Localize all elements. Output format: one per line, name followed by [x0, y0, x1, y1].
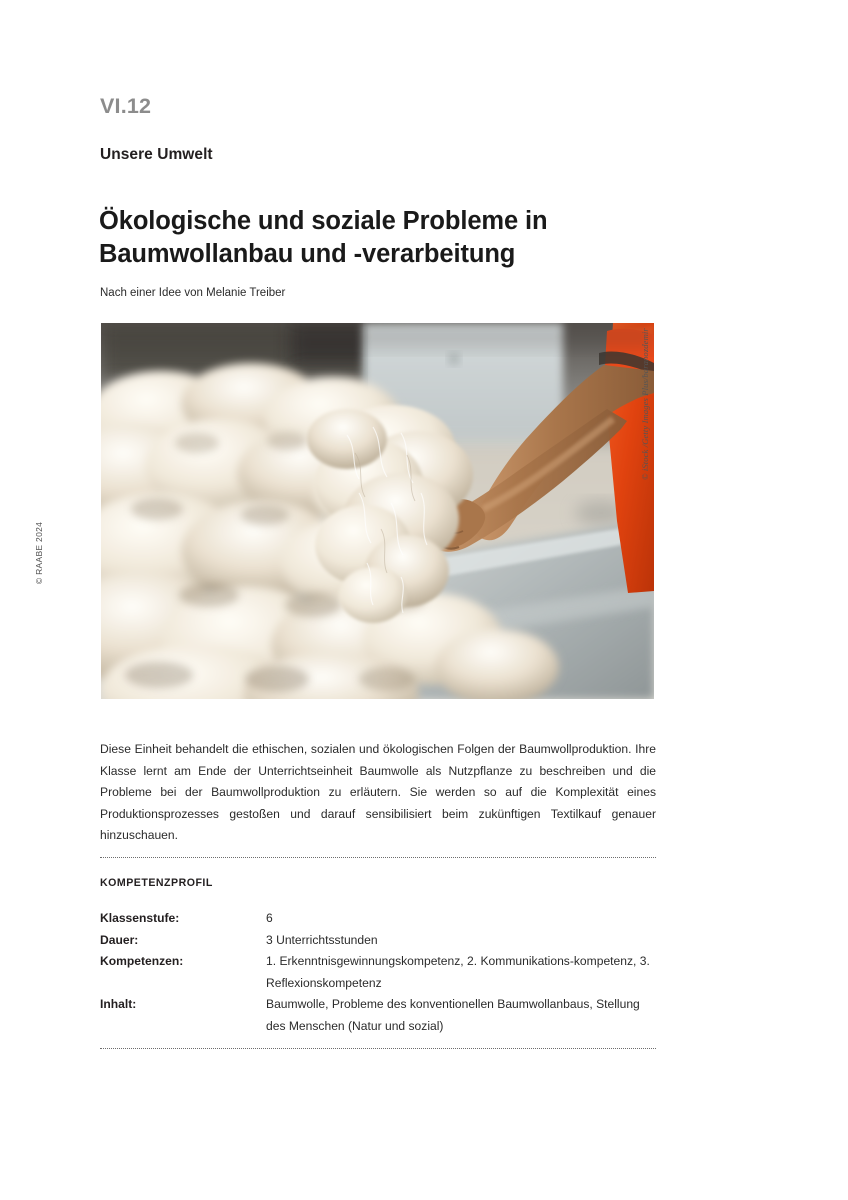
- byline: Nach einer Idee von Melanie Treiber: [100, 287, 286, 299]
- chapter-code: VI.12: [100, 94, 152, 118]
- row-value: 1. Erkenntnisgewinnungskompetenz, 2. Kommunikations-kompetenz, 3. Reflexionskompetenz: [266, 954, 650, 990]
- cotton-photo-illustration: [101, 323, 654, 699]
- series-title: Unsere Umwelt: [100, 146, 213, 163]
- table-row: [100, 908, 660, 930]
- intro-paragraph: Diese Einheit behandelt die ethischen, sozialen und ökologischen Folgen der Baumwollproduktion. Ihre Klasse lernt am Ende der Unterrichtseinheit Baumwolle als Nutzpflanze zu beschreiben und die Probleme bei der Baumwollproduktion zu erläutern. Sie werden so auf die Komplexität eines Produktionsprozesses gestoßen und darauf sensibilisiert beim zukünftigen Textilkauf genauer hinzuschauen.: [100, 742, 656, 843]
- kompetenzprofil-table: [100, 908, 660, 1037]
- row-label: Kompetenzen:: [100, 954, 184, 968]
- kompetenzprofil-heading: KOMPETENZPROFIL: [100, 877, 213, 889]
- photo-credit: © iStock /Getty Images Plus/baranozdemir: [640, 328, 650, 480]
- row-value: 6: [266, 911, 273, 925]
- table-row: [100, 930, 660, 952]
- row-label: Dauer:: [100, 932, 139, 947]
- copyright-raabe: © RAABE 2024: [34, 521, 44, 585]
- left-copyright-rail: [27, 0, 51, 1200]
- divider-bottom: [100, 1048, 656, 1050]
- divider-top: [100, 857, 656, 859]
- cotton-photo: [101, 323, 654, 699]
- page-title: Ökologische und soziale Probleme in Baumwollanbau und -verarbeitung: [99, 207, 548, 269]
- row-label: Klassenstufe:: [100, 911, 180, 925]
- row-label: Inhalt:: [100, 997, 137, 1011]
- row-value: 3 Unterrichtsstunden: [266, 932, 378, 947]
- row-value: Baumwolle, Probleme des konventionellen Baumwollanbaus, Stellung des Menschen (Natur und sozial): [266, 997, 640, 1033]
- table-row: [100, 951, 660, 994]
- table-row: [100, 994, 660, 1037]
